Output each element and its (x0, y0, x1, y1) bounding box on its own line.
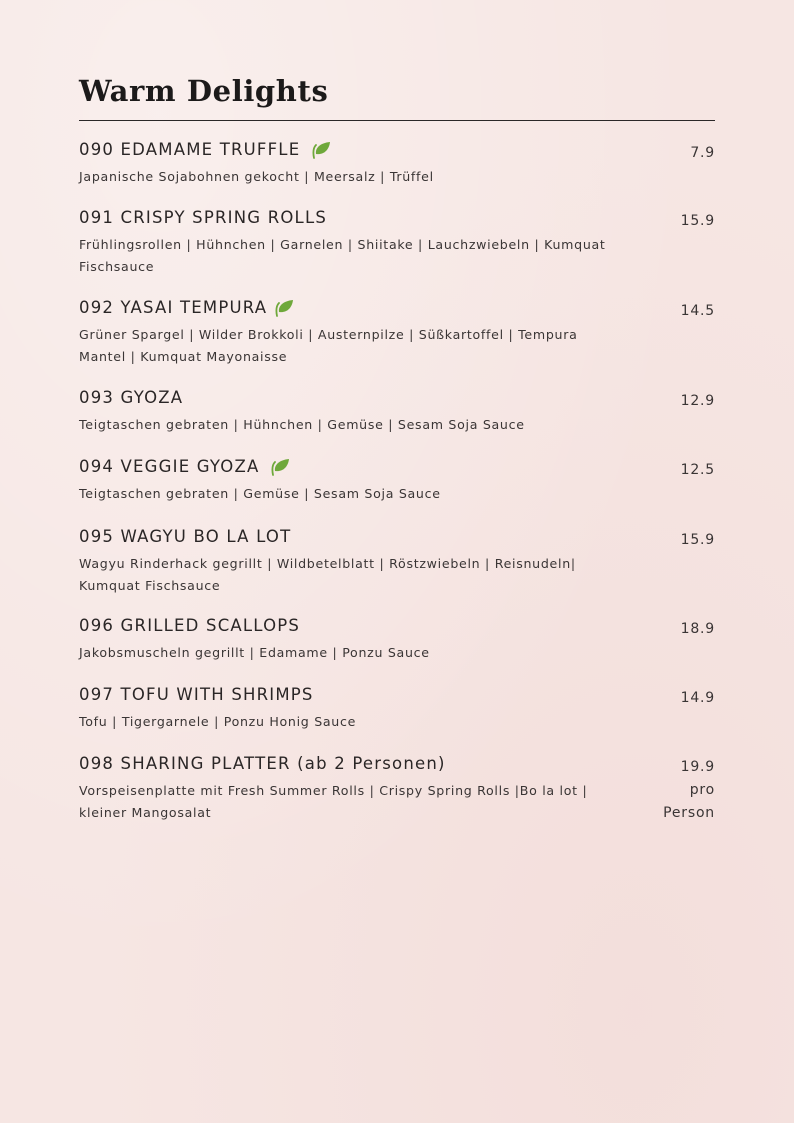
item-price: 12.9 (680, 393, 715, 409)
menu-item-092 (79, 296, 715, 367)
price-unit-person: Person (663, 805, 715, 821)
item-price: 14.9 (680, 690, 715, 706)
item-description: Jakobsmuscheln gegrillt | Edamame | Ponzu Sauce (79, 645, 430, 660)
item-name: 092 YASAI TEMPURA (79, 297, 268, 317)
item-name: 093 GYOZA (79, 387, 184, 407)
item-name: 095 WAGYU BO LA LOT (79, 526, 292, 546)
item-name: 097 TOFU WITH SHRIMPS (79, 684, 314, 704)
item-description: Frühlingsrollen | Hühnchen | Garnelen | Shiitake | Lauchzwiebeln | Kumquat Fischsauce (79, 237, 606, 274)
item-description: Grüner Spargel | Wilder Brokkoli | Austernpilze | Süßkartoffel | Tempura Mantel | Kumquat Mayonaisse (79, 327, 578, 364)
item-name: 098 SHARING PLATTER (ab 2 Personen) (79, 753, 446, 773)
item-price: 14.5 (680, 303, 715, 319)
menu-item-095 (79, 525, 715, 596)
item-description: Teigtaschen gebraten | Gemüse | Sesam Soja Sauce (79, 486, 441, 501)
item-description: Tofu | Tigergarnele | Ponzu Honig Sauce (79, 714, 357, 729)
menu-item-091 (79, 206, 715, 277)
item-description: Vorspeisenplatte mit Fresh Summer Rolls | Crispy Spring Rolls |Bo la lot | kleiner Mangosalat (79, 783, 588, 820)
item-name: 090 EDAMAME TRUFFLE (79, 139, 301, 159)
title-divider (79, 120, 715, 121)
menu-item-098 (79, 752, 715, 823)
item-price: 15.9 (680, 213, 715, 229)
item-price: 18.9 (680, 621, 715, 637)
menu-item-094 (79, 455, 715, 505)
leaf-icon (310, 139, 332, 159)
item-name: 096 GRILLED SCALLOPS (79, 615, 301, 635)
price-value: 19.9 (680, 759, 715, 775)
leaf-icon (269, 456, 291, 476)
leaf-icon (273, 297, 295, 317)
item-description: Japanische Sojabohnen gekocht | Meersalz | Trüffel (79, 169, 434, 184)
menu-item-093 (79, 386, 715, 436)
item-name: 091 CRISPY SPRING ROLLS (79, 207, 328, 227)
section-title: Warm Delights (79, 74, 329, 108)
item-price: 12.5 (680, 462, 715, 478)
price-unit-pro: pro (689, 782, 715, 798)
item-price: 15.9 (680, 532, 715, 548)
item-name: 094 VEGGIE GYOZA (79, 456, 260, 476)
item-description: Teigtaschen gebraten | Hühnchen | Gemüse | Sesam Soja Sauce (79, 417, 525, 432)
menu-item-097 (79, 683, 715, 733)
item-price (625, 756, 715, 825)
menu-item-090 (79, 138, 715, 188)
menu-item-096 (79, 614, 715, 664)
item-price: 7.9 (690, 145, 715, 161)
item-description: Wagyu Rinderhack gegrillt | Wildbetelblatt | Röstzwiebeln | Reisnudeln| Kumquat Fischsauce (79, 556, 576, 593)
